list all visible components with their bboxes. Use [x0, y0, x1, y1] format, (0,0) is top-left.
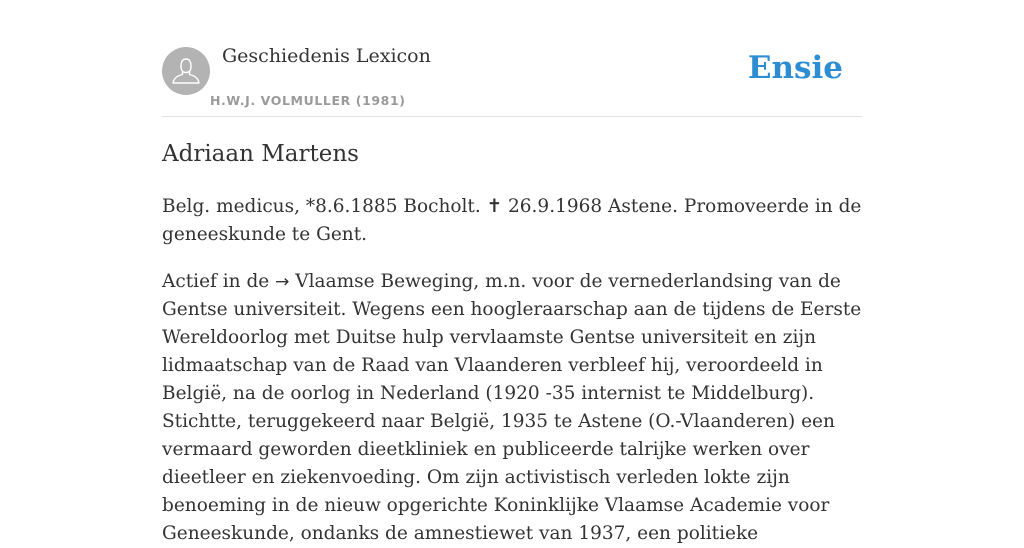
- source-header: [162, 0, 862, 117]
- paragraph-2-prefix: Actief in de: [162, 271, 276, 292]
- source-author: H.W.J. VOLMULLER (1981): [210, 93, 406, 108]
- user-icon: [162, 47, 210, 95]
- article-paragraph-1: Belg. medicus, *8.6.1885 Bocholt. ✝ 26.9.1968 Astene. Promoveerde in de geneeskunde te Gent.: [162, 196, 862, 245]
- source-title-link[interactable]: Geschiedenis Lexicon: [222, 45, 431, 67]
- vlaamse-beweging-link[interactable]: Vlaamse Beweging: [295, 271, 474, 292]
- brand-logo-link[interactable]: Ensie: [747, 50, 843, 86]
- article-paragraph-2: [162, 268, 862, 548]
- paragraph-2-text: , m.n. voor de vernederlandsing van de Gentse universiteit. Wegens een hoogleraarschap aan de tijdens de Eerste Wereldoorlog met Duitse hulp vervlaamste Gentse universiteit en zijn lidmaatschap van de Raad van Vlaanderen verbleef hij, veroordeeld in België, na de oorlog in Nederland (1920 -35 internist te Middelburg). Stichtte, teruggekeerd naar België, 1935 te Astene (O.-Vlaanderen) een vermaard geworden dieetkliniek en publiceerde talrijke werken over dieetleer en ziekenvoeding. Om zijn activistisch verleden lokte zijn benoeming in de nieuw opgerichte Koninklijke Vlaamse Academie voor Geneeskunde, ondanks de amnestiewet van 1937, een politieke: [162, 271, 862, 544]
- avatar[interactable]: [162, 47, 210, 95]
- article: [162, 138, 862, 548]
- arrow-right-icon: →: [275, 272, 290, 292]
- article-title: Adriaan Martens: [162, 141, 359, 167]
